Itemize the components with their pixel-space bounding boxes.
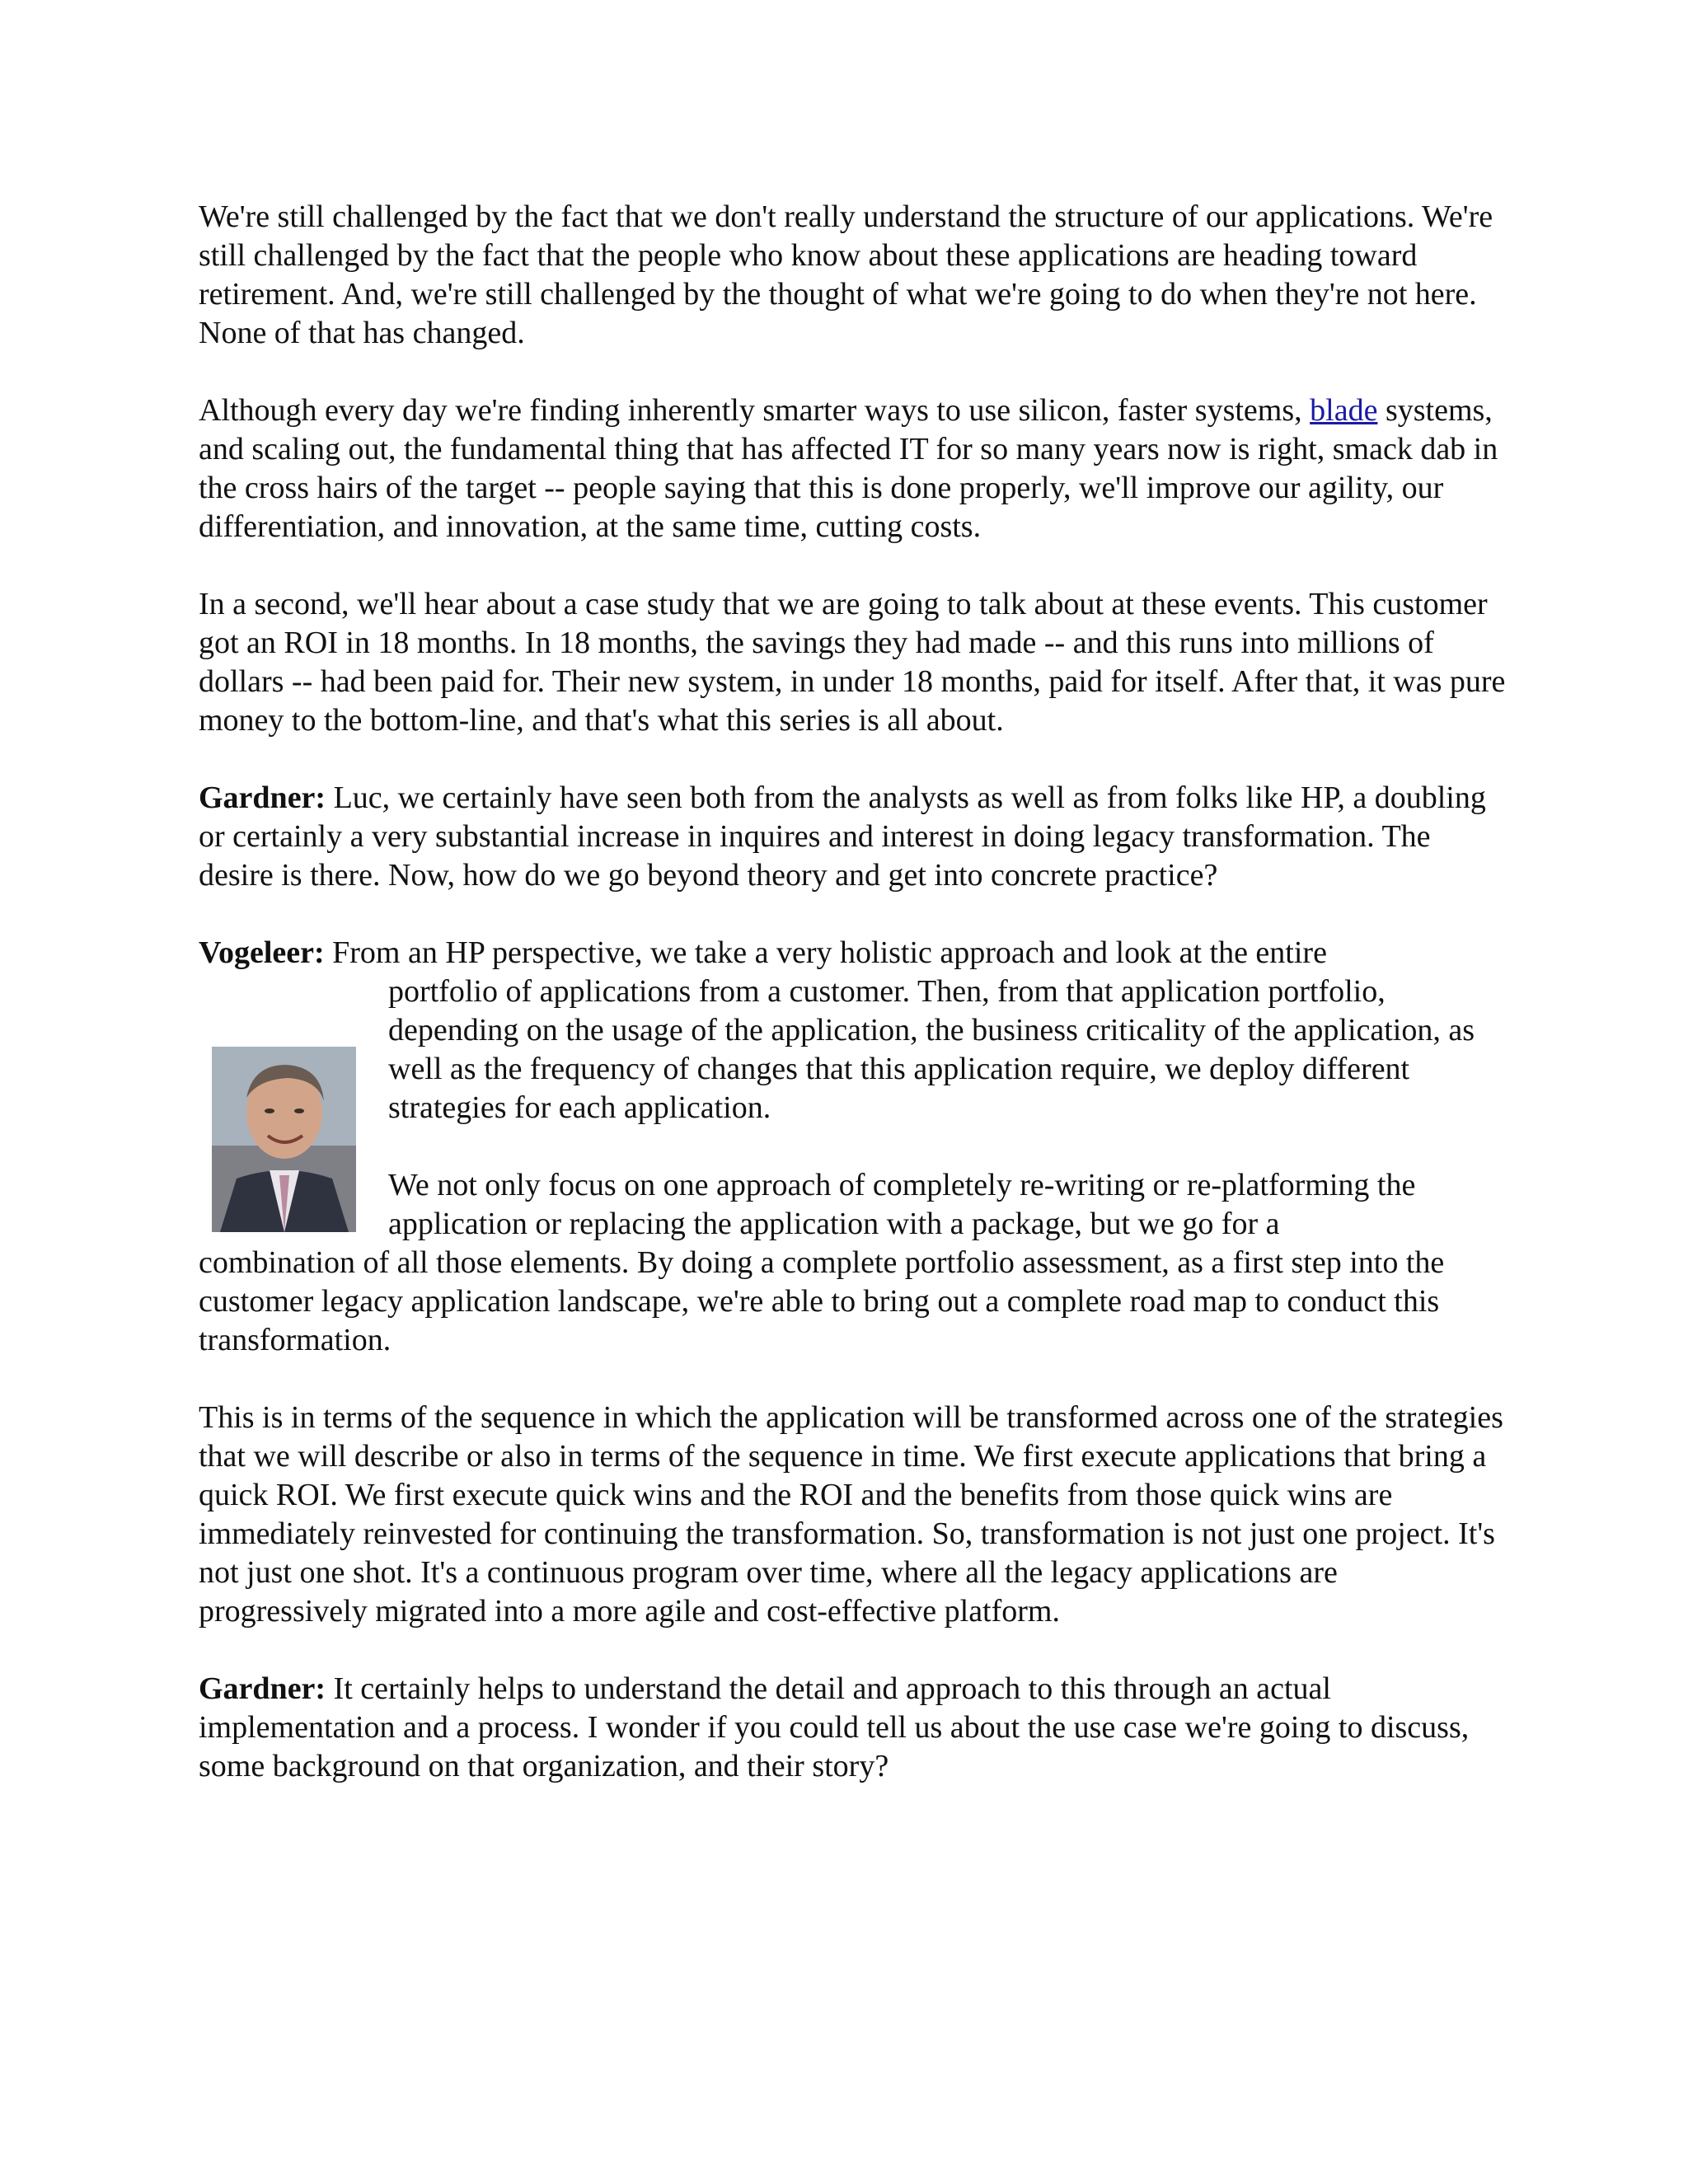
speaker-name: Gardner: — [199, 1671, 326, 1706]
paragraph — [199, 1166, 1509, 1360]
speaker-name: Gardner: — [199, 780, 326, 815]
paragraph-text: combination of all those elements. By doing a complete portfolio assessment, as a first step into the customer legacy application landscape, we're able to bring out a complete road map to conduct this transformation. — [199, 1245, 1445, 1357]
paragraph — [199, 391, 1509, 546]
speaker-name: Vogeleer: — [199, 935, 325, 970]
paragraph — [199, 585, 1509, 740]
transcript-content — [199, 198, 1509, 1825]
paragraph — [199, 1399, 1509, 1631]
paragraph-text: It certainly helps to understand the detail and approach to this through an actual implementation and a process. I wonder if you could tell us about the use case we're going to discuss, some background on that organization, and their story? — [199, 1671, 1470, 1783]
paragraph — [199, 1670, 1509, 1786]
paragraph-text: Luc, we certainly have seen both from the analysts as well as from folks like HP, a doubling or certainly a very substantial increase in inquires and interest in doing legacy transformation. The desire is there. Now, how do we go beyond theory and get into concrete practice? — [199, 780, 1486, 893]
paragraph-text: systems, and scaling out, the fundamental thing that has affected IT for so many years now is right, smack dab in the cross hairs of the target -- people saying that this is done properly, we'll improve our agility, our differentiation, and innovation, at the same time, cutting costs. — [199, 393, 1498, 544]
paragraph-text: portfolio of applications from a customer. Then, from that application portfolio, depending on the usage of the application, the business criticality of the application, as well as the frequency of changes that this application require, we deploy different strategies for each application. — [388, 974, 1475, 1125]
paragraph — [199, 934, 1509, 1127]
paragraph-text: Although every day we're finding inherently smarter ways to use silicon, faster systems, — [199, 393, 1311, 428]
paragraph-text: In a second, we'll hear about a case study that we are going to talk about at these events. This customer got an ROI in 18 months. In 18 months, the savings they had made -- and this runs into millions of dollars -- had been paid for. Their new system, in under 18 months, paid for itself. After that, it was pure money to the bottom-line, and that's what this series is all about. — [199, 587, 1506, 738]
blade-link[interactable]: blade — [1310, 393, 1378, 428]
paragraph-text: We're still challenged by the fact that we don't really understand the structure of our applications. We're still challenged by the fact that the people who know about these applications are heading toward retirement. And, we're still challenged by the thought of what we're going to do when they're not here. None of that has changed. — [199, 199, 1493, 350]
paragraph-text: From an HP perspective, we take a very holistic approach and look at the entire — [324, 935, 1327, 970]
paragraph-text: We not only focus on one approach of completely re-writing or re-platforming the application or replacing the application with a package, but we go for a — [388, 1168, 1416, 1241]
paragraph — [199, 779, 1509, 895]
paragraph — [199, 198, 1509, 353]
paragraph-text: This is in terms of the sequence in which the application will be transformed across one of the strategies that we will describe or also in terms of the sequence in time. We first execute applications that bring a quick ROI. We first execute quick wins and the ROI and the benefits from those quick wins are immediately reinvested for continuing the transformation. So, transformation is not just one project. It's not just one shot. It's a continuous program over time, where all the legacy applications are progressively migrated into a more agile and cost-effective platform. — [199, 1400, 1503, 1629]
